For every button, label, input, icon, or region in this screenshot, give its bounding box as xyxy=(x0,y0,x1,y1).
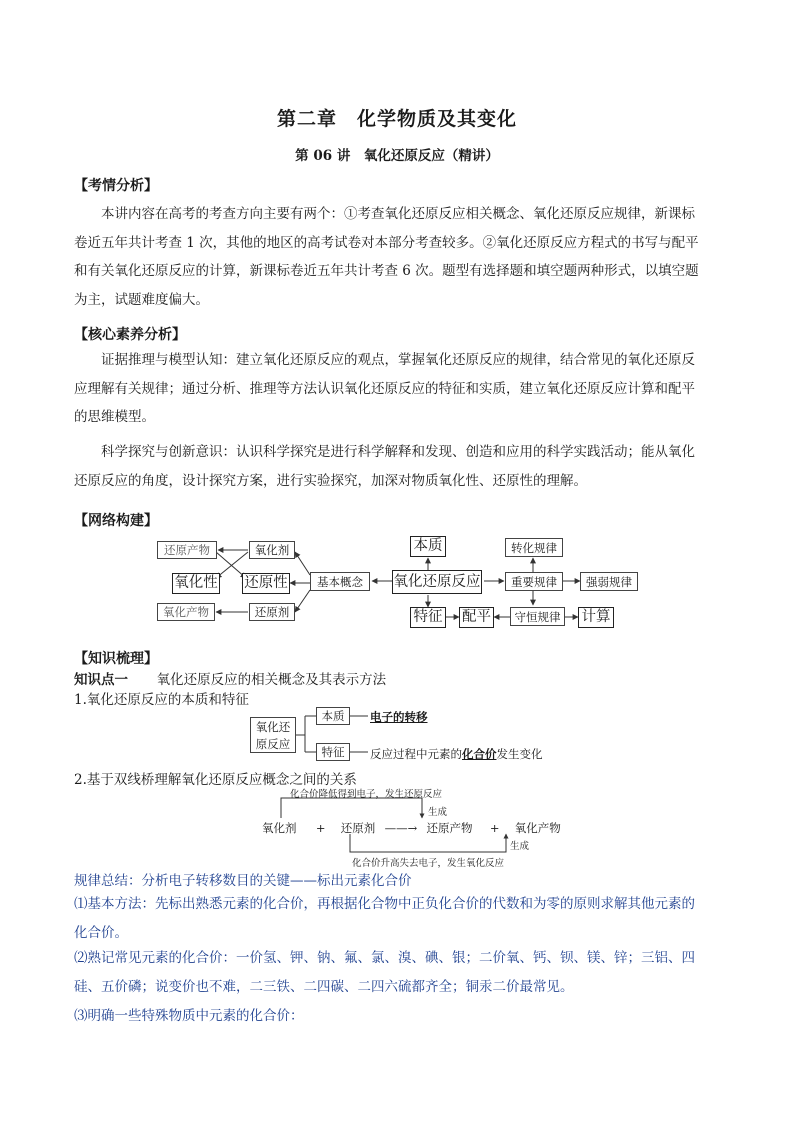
box-basic-concept: 基本概念 xyxy=(310,572,370,591)
exam-analysis-line: 卷近五年共计考查 1 次，其他的地区的高考试卷对本部分考查较多。②氧化还原反应方程式的书写与配平 xyxy=(74,234,699,251)
bridge-plus-2: + xyxy=(489,821,500,835)
box-feature: 特征 xyxy=(410,607,446,628)
box-important-rule: 重要规律 xyxy=(505,572,563,591)
bridge-oxidation-product: 氧化产物 xyxy=(514,821,561,835)
rule-2 xyxy=(74,944,724,1001)
box-reductant: 还原剂 xyxy=(249,603,295,621)
electron-transfer-text: 电子的转移 xyxy=(370,710,428,724)
box-reduction-product: 还原产物 xyxy=(157,541,217,559)
knowledge-heading: 【知识梳理】 xyxy=(74,651,158,667)
knowledge-point-label: 知识点一 xyxy=(74,672,128,688)
knowledge-point-title: 氧化还原反应的相关概念及其表示方法 xyxy=(156,672,387,688)
exam-analysis-line: 和有关氧化还原反应的计算，新课标卷近五年共计考查 6 次。题型有选择题和填空题两种形式，以填空题 xyxy=(74,263,699,279)
core-literacy-line: 还原反应的角度，设计探究方案，进行实验探究，加深对物质氧化性、还原性的理解。 xyxy=(74,472,587,489)
core-literacy-line: 科学探究与创新意识：认识科学探究是进行科学解释和发现、创造和应用的科学实践活动；能从氧化 xyxy=(101,444,695,460)
bridge-bottom-label: 化合价升高失去电子，发生氧化反应 xyxy=(352,858,505,869)
chapter-title: 第二章 化学物质及其变化 xyxy=(276,108,517,130)
tree-essence-box: 本质 xyxy=(316,707,350,725)
rule-1 xyxy=(74,890,724,947)
box-redox-reaction: 氧化还原反应 xyxy=(392,570,482,594)
box-oxidation-product: 氧化产物 xyxy=(157,603,215,621)
lecture-subtitle: 第 06 讲 氧化还原反应（精讲） xyxy=(295,148,499,164)
bridge-plus-1: + xyxy=(315,821,326,835)
exam-analysis-heading: 【考情分析】 xyxy=(74,178,158,194)
core-literacy-heading: 【核心素养分析】 xyxy=(74,327,186,343)
box-calculation: 计算 xyxy=(578,607,614,628)
box-oxidizing: 氧化性 xyxy=(172,573,220,594)
box-reducing: 还原性 xyxy=(242,573,290,594)
tree-root-line: 氧化还 xyxy=(255,720,291,734)
bridge-equation xyxy=(262,820,561,836)
bridge-oxidant: 氧化剂 xyxy=(262,821,297,835)
bridge-top-gen: 生成 xyxy=(428,807,448,818)
rule-1-line: 化合价。 xyxy=(74,924,128,941)
bridge-bottom-gen: 生成 xyxy=(510,841,530,852)
core-literacy-line: 的思维模型。 xyxy=(74,409,155,425)
rule-summary: 规律总结：分析电子转移数目的关键——标出元素化合价 xyxy=(74,873,412,889)
bridge-top-label: 化合价降低得到电子，发生还原反应 xyxy=(290,789,443,800)
bridge-reductant: 还原剂 xyxy=(340,821,376,835)
feature-desc-prefix: 反应过程中元素的 xyxy=(370,747,462,761)
feature-desc-suffix: 发生变化 xyxy=(496,747,543,761)
rule-2-line: ⑵熟记常见元素的化合价：一价氢、钾、钠、氟、氯、溴、碘、银；二价氧、钙、钡、镁、锌；三铝、四 xyxy=(74,950,695,966)
network-heading: 【网络构建】 xyxy=(74,513,158,529)
tree-feature-box: 特征 xyxy=(316,743,350,761)
exam-analysis-line: 本讲内容在高考的考查方向主要有两个：①考查氧化还原反应相关概念、氧化还原反应规律，新课标 xyxy=(101,206,695,222)
rule-2-line: 硅、五价磷；说变价也不难，二三铁、二四碳、二四六硫都齐全；铜汞二价最常见。 xyxy=(74,978,574,995)
feature-desc-key: 化合价 xyxy=(462,747,497,761)
item-2: 2.基于双线桥理解氧化还原反应概念之间的关系 xyxy=(74,772,357,788)
item-1: 1.氧化还原反应的本质和特征 xyxy=(74,692,249,708)
box-conservation-rule: 守恒规律 xyxy=(510,607,565,626)
rule-1-line: ⑴基本方法：先标出熟悉元素的化合价，再根据化合物中正负化合价的代数和为零的原则求解其他元素的 xyxy=(74,896,695,912)
core-literacy-line: 应理解有关规律；通过分析、推理等方法认识氧化还原反应的特征和实质，建立氧化还原反应计算和配平 xyxy=(74,380,695,397)
box-essence: 本质 xyxy=(410,536,446,557)
box-strength-rule: 强弱规律 xyxy=(580,572,638,591)
tree-root-line: 原反应 xyxy=(255,737,291,751)
exam-analysis-line: 为主，试题难度偏大。 xyxy=(74,291,209,308)
rule-3: ⑶明确一些特殊物质中元素的化合价： xyxy=(74,1008,304,1024)
bridge-reduction-product: 还原产物 xyxy=(426,821,473,835)
bridge-arrow: ——→ xyxy=(384,821,418,835)
box-transfer-rule: 转化规律 xyxy=(505,538,563,557)
box-oxidant: 氧化剂 xyxy=(249,541,295,559)
core-literacy-line: 证据推理与模型认知：建立氧化还原反应的观点，掌握氧化还原反应的规律，结合常见的氧化还原反 xyxy=(101,352,695,368)
box-balancing: 配平 xyxy=(459,607,494,628)
